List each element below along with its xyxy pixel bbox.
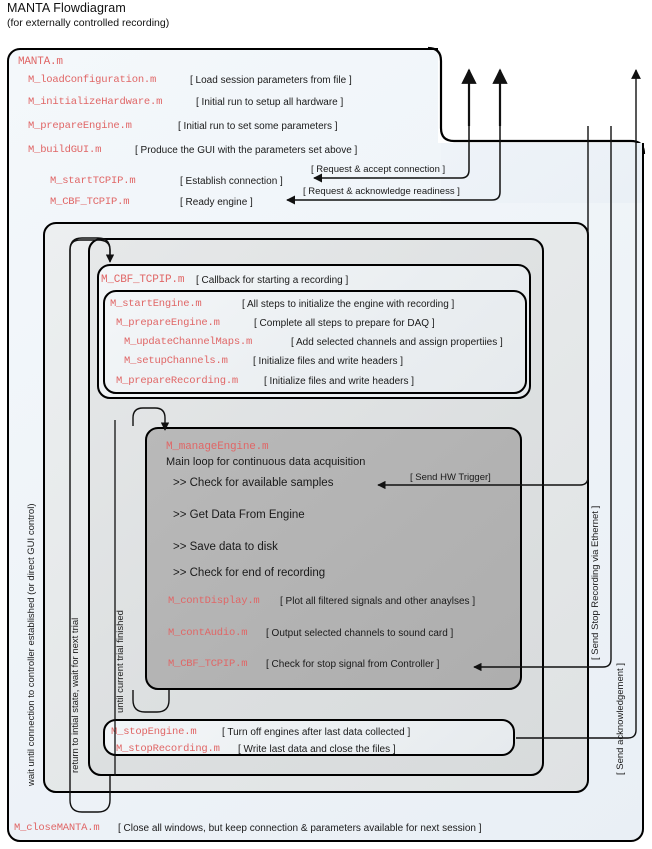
desc-cbf-tcpip-ready: [ Ready engine ] <box>180 197 253 208</box>
desc-build-gui: [ Produce the GUI with the parameters set above ] <box>135 145 358 156</box>
fn-cbf-tcpip-stopcheck: M_CBF_TCPIP.m <box>168 658 248 670</box>
label-return-initial: return to intial state, wait for next trial <box>70 617 81 773</box>
fn-cbf-tcpip-callback: M_CBF_TCPIP.m <box>101 274 185 286</box>
page-subtitle: (for externally controlled recording) <box>7 17 170 29</box>
desc-setup-channels: [ Initialize files and write headers ] <box>253 356 404 367</box>
fn-initialize-hardware: M_initializeHardware.m <box>28 96 163 108</box>
desc-prepare-engine-init: [ Initial run to set some parameters ] <box>178 121 338 132</box>
fn-stop-engine: M_stopEngine.m <box>111 726 197 738</box>
fn-prepare-engine-daq: M_prepareEngine.m <box>116 317 220 329</box>
label-send-stop-recording: [ Send Stop Recording via Ethernet ] <box>590 505 601 660</box>
manage-engine-subtitle: Main loop for continuous data acquisition <box>166 456 366 468</box>
desc-prepare-recording: [ Initialize files and write headers ] <box>264 376 415 387</box>
desc-stop-recording: [ Write last data and close the files ] <box>238 744 396 755</box>
fn-load-configuration: M_loadConfiguration.m <box>28 74 157 86</box>
bullet-check-end-of-recording: >> Check for end of recording <box>173 567 326 579</box>
signal-request-accept-connection: [ Request & accept connection ] <box>311 164 446 175</box>
fn-start-engine: M_startEngine.m <box>110 298 202 310</box>
desc-cbf-tcpip-callback: [ Callback for starting a recording ] <box>196 275 349 286</box>
desc-initialize-hardware: [ Initial run to setup all hardware ] <box>196 97 344 108</box>
fn-update-channel-maps: M_updateChannelMaps.m <box>124 336 253 348</box>
fn-cont-audio: M_contAudio.m <box>168 627 248 639</box>
desc-cont-display: [ Plot all filtered signals and other anaylses ] <box>280 596 476 607</box>
desc-close-manta: [ Close all windows, but keep connection & parameters available for next session ] <box>118 823 482 834</box>
fn-prepare-engine-init: M_prepareEngine.m <box>28 120 132 132</box>
desc-prepare-engine-daq: [ Complete all steps to prepare for DAQ ] <box>254 318 435 329</box>
fn-manage-engine: M_manageEngine.m <box>166 441 269 453</box>
signal-request-acknowledge-readiness: [ Request & acknowledge readiness ] <box>303 186 460 197</box>
bullet-get-data-from-engine: >> Get Data From Engine <box>173 509 305 521</box>
signal-send-hw-trigger: [ Send HW Trigger] <box>410 472 491 483</box>
fn-start-tcpip: M_startTCPIP.m <box>50 175 136 187</box>
desc-cont-audio: [ Output selected channels to sound card ] <box>266 628 454 639</box>
label-wait-connection: wait until connection to controller established (or direct GUI control) <box>26 503 37 786</box>
fn-stop-recording: M_stopRecording.m <box>116 743 220 755</box>
bullet-save-data-to-disk: >> Save data to disk <box>173 541 278 553</box>
desc-start-tcpip: [ Establish connection ] <box>180 176 283 187</box>
label-send-acknowledgement: [ Send acknowledgement ] <box>615 663 626 775</box>
desc-cbf-tcpip-stopcheck: [ Check for stop signal from Controller ] <box>266 659 440 670</box>
desc-stop-engine: [ Turn off engines after last data collected ] <box>222 727 411 738</box>
manta-root-label: MANTA.m <box>18 56 63 68</box>
bullet-check-available-samples: >> Check for available samples <box>173 477 334 489</box>
manta-box-notch-mask <box>438 44 650 143</box>
fn-prepare-recording: M_prepareRecording.m <box>116 375 239 387</box>
desc-update-channel-maps: [ Add selected channels and assign propertiies ] <box>291 337 503 348</box>
fn-setup-channels: M_setupChannels.m <box>124 355 228 367</box>
fn-close-manta: M_closeMANTA.m <box>14 822 100 834</box>
manta-box-fill-right <box>441 143 642 203</box>
page-title: MANTA Flowdiagram <box>7 1 126 15</box>
label-until-trial-finished: until current trial finished <box>115 610 126 713</box>
desc-start-engine: [ All steps to initialize the engine with recording ] <box>242 299 455 310</box>
desc-load-configuration: [ Load session parameters from file ] <box>190 75 352 86</box>
fn-cbf-tcpip-ready: M_CBF_TCPIP.m <box>50 196 130 208</box>
fn-cont-display: M_contDisplay.m <box>168 595 260 607</box>
fn-build-gui: M_buildGUI.m <box>28 144 102 156</box>
